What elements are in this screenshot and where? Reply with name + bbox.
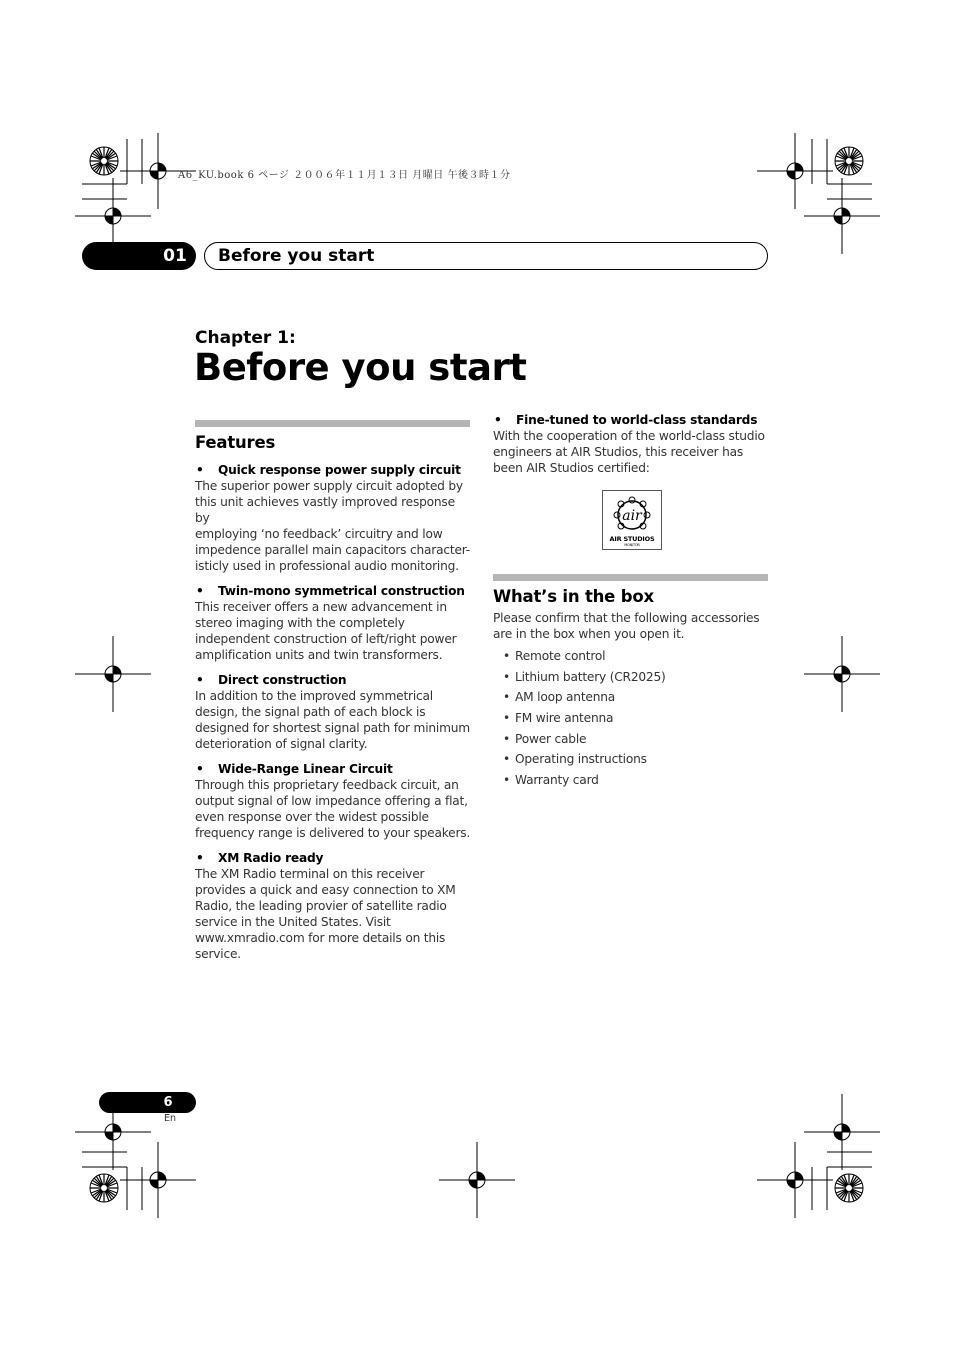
box-item: • FM wire antenna xyxy=(503,711,614,726)
box-item: • AM loop antenna xyxy=(503,690,616,705)
bullet: • xyxy=(494,413,502,427)
text-line: impedence parallel main capacitors character- xyxy=(195,543,470,557)
text-line: employing ‘no feedback’ circuitry and low xyxy=(195,527,443,541)
box-items-list xyxy=(493,648,769,788)
text-line: This receiver offers a new advancement in xyxy=(195,600,447,614)
text-line: frequency range is delivered to your speakers. xyxy=(195,826,471,840)
box-item: • Operating instructions xyxy=(503,752,647,767)
text-line: even response over the widest possible xyxy=(195,810,429,824)
feature-text xyxy=(195,599,471,663)
features-heading: Features xyxy=(195,433,276,452)
text-line: this unit achieves vastly improved response by xyxy=(195,495,455,525)
bullet: • xyxy=(503,711,510,726)
box-item: • Power cable xyxy=(503,731,587,746)
world-class-block xyxy=(493,412,769,476)
text-line: amplification units and twin transformers. xyxy=(195,648,443,662)
chapter-heading: Before you start xyxy=(194,346,527,389)
page-language: En xyxy=(163,1113,177,1124)
bullet: • xyxy=(196,762,204,776)
air-logo-mark: air xyxy=(622,508,642,524)
features-column xyxy=(195,420,471,971)
text-line: service. xyxy=(195,947,241,961)
chapter-number: 01 xyxy=(163,246,187,266)
feature-text xyxy=(493,428,769,476)
feature-text xyxy=(195,478,471,574)
air-logo-icon xyxy=(603,493,661,537)
box-intro xyxy=(493,610,769,642)
text-line: www.xmradio.com for more details on this xyxy=(195,931,446,945)
text-line: provides a quick and easy connection to XM xyxy=(195,883,456,897)
text-line: output signal of low impedance offering a flat, xyxy=(195,794,468,808)
box-item: • Lithium battery (CR2025) xyxy=(503,669,666,684)
box-heading: What’s in the box xyxy=(493,587,654,606)
feature-title: • Direct construction xyxy=(196,673,347,687)
feature-item xyxy=(195,583,471,663)
text-line: With the cooperation of the world-class studio xyxy=(493,429,765,443)
bullet: • xyxy=(196,851,204,865)
text-line: designed for shortest signal path for minimum xyxy=(195,721,470,735)
bullet: • xyxy=(503,669,510,684)
feature-title: • Twin-mono symmetrical construction xyxy=(196,584,465,598)
whats-in-the-box-section xyxy=(493,574,769,793)
text-line: isticly used in professional audio monitoring. xyxy=(195,559,459,573)
bullet: • xyxy=(503,752,510,767)
bullet: • xyxy=(196,463,204,477)
bullet: • xyxy=(503,649,510,663)
feature-title: • Quick response power supply circuit xyxy=(196,463,461,477)
air-studios-logo xyxy=(602,490,662,550)
text-line: been AIR Studios certified: xyxy=(493,461,650,475)
bullet: • xyxy=(196,584,204,598)
text-line: Please confirm that the following accessories xyxy=(493,611,760,625)
feature-text xyxy=(195,777,471,841)
feature-title: • Fine-tuned to world-class standards xyxy=(494,413,758,427)
bullet: • xyxy=(196,673,204,687)
feature-title: • Wide-Range Linear Circuit xyxy=(196,762,393,776)
text-line: Through this proprietary feedback circuit, an xyxy=(195,778,459,792)
bullet: • xyxy=(503,690,510,705)
feature-item xyxy=(195,850,471,962)
feature-item xyxy=(195,672,471,752)
box-item: • Warranty card xyxy=(503,773,599,788)
air-logo-text: AIR STUDIOS MONITOR xyxy=(609,535,655,547)
feature-item xyxy=(195,462,471,574)
feature-text xyxy=(195,866,471,962)
print-header: A6_KU.book 6 ページ ２００６年１１月１３日 月曜日 午後３時１分 xyxy=(178,170,511,181)
text-line: engineers at AIR Studios, this receiver has xyxy=(493,445,744,459)
features-list xyxy=(195,462,471,962)
chapter-label: Chapter 1: xyxy=(195,328,296,348)
chapter-tab-title: Before you start xyxy=(218,246,375,266)
text-line: The superior power supply circuit adopted by xyxy=(195,479,463,493)
text-line: In addition to the improved symmetrical xyxy=(195,689,433,703)
bullet: • xyxy=(503,731,510,746)
box-item: • Remote control xyxy=(503,649,606,663)
text-line: The XM Radio terminal on this receiver xyxy=(195,867,425,881)
bullet: • xyxy=(503,773,510,788)
text-line: deterioration of signal clarity. xyxy=(195,737,368,751)
feature-title: • XM Radio ready xyxy=(196,851,324,865)
text-line: stereo imaging with the completely xyxy=(195,616,405,630)
page-number: 6 xyxy=(163,1095,173,1110)
section-rule xyxy=(493,574,768,581)
text-line: Radio, the leading provier of satellite radio xyxy=(195,899,447,913)
text-line: independent construction of left/right power xyxy=(195,632,457,646)
section-rule xyxy=(195,420,470,427)
feature-text xyxy=(195,688,471,752)
text-line: service in the United States. Visit xyxy=(195,915,391,929)
text-line: design, the signal path of each block is xyxy=(195,705,426,719)
feature-item xyxy=(195,761,471,841)
text-line: are in the box when you open it. xyxy=(493,627,685,641)
